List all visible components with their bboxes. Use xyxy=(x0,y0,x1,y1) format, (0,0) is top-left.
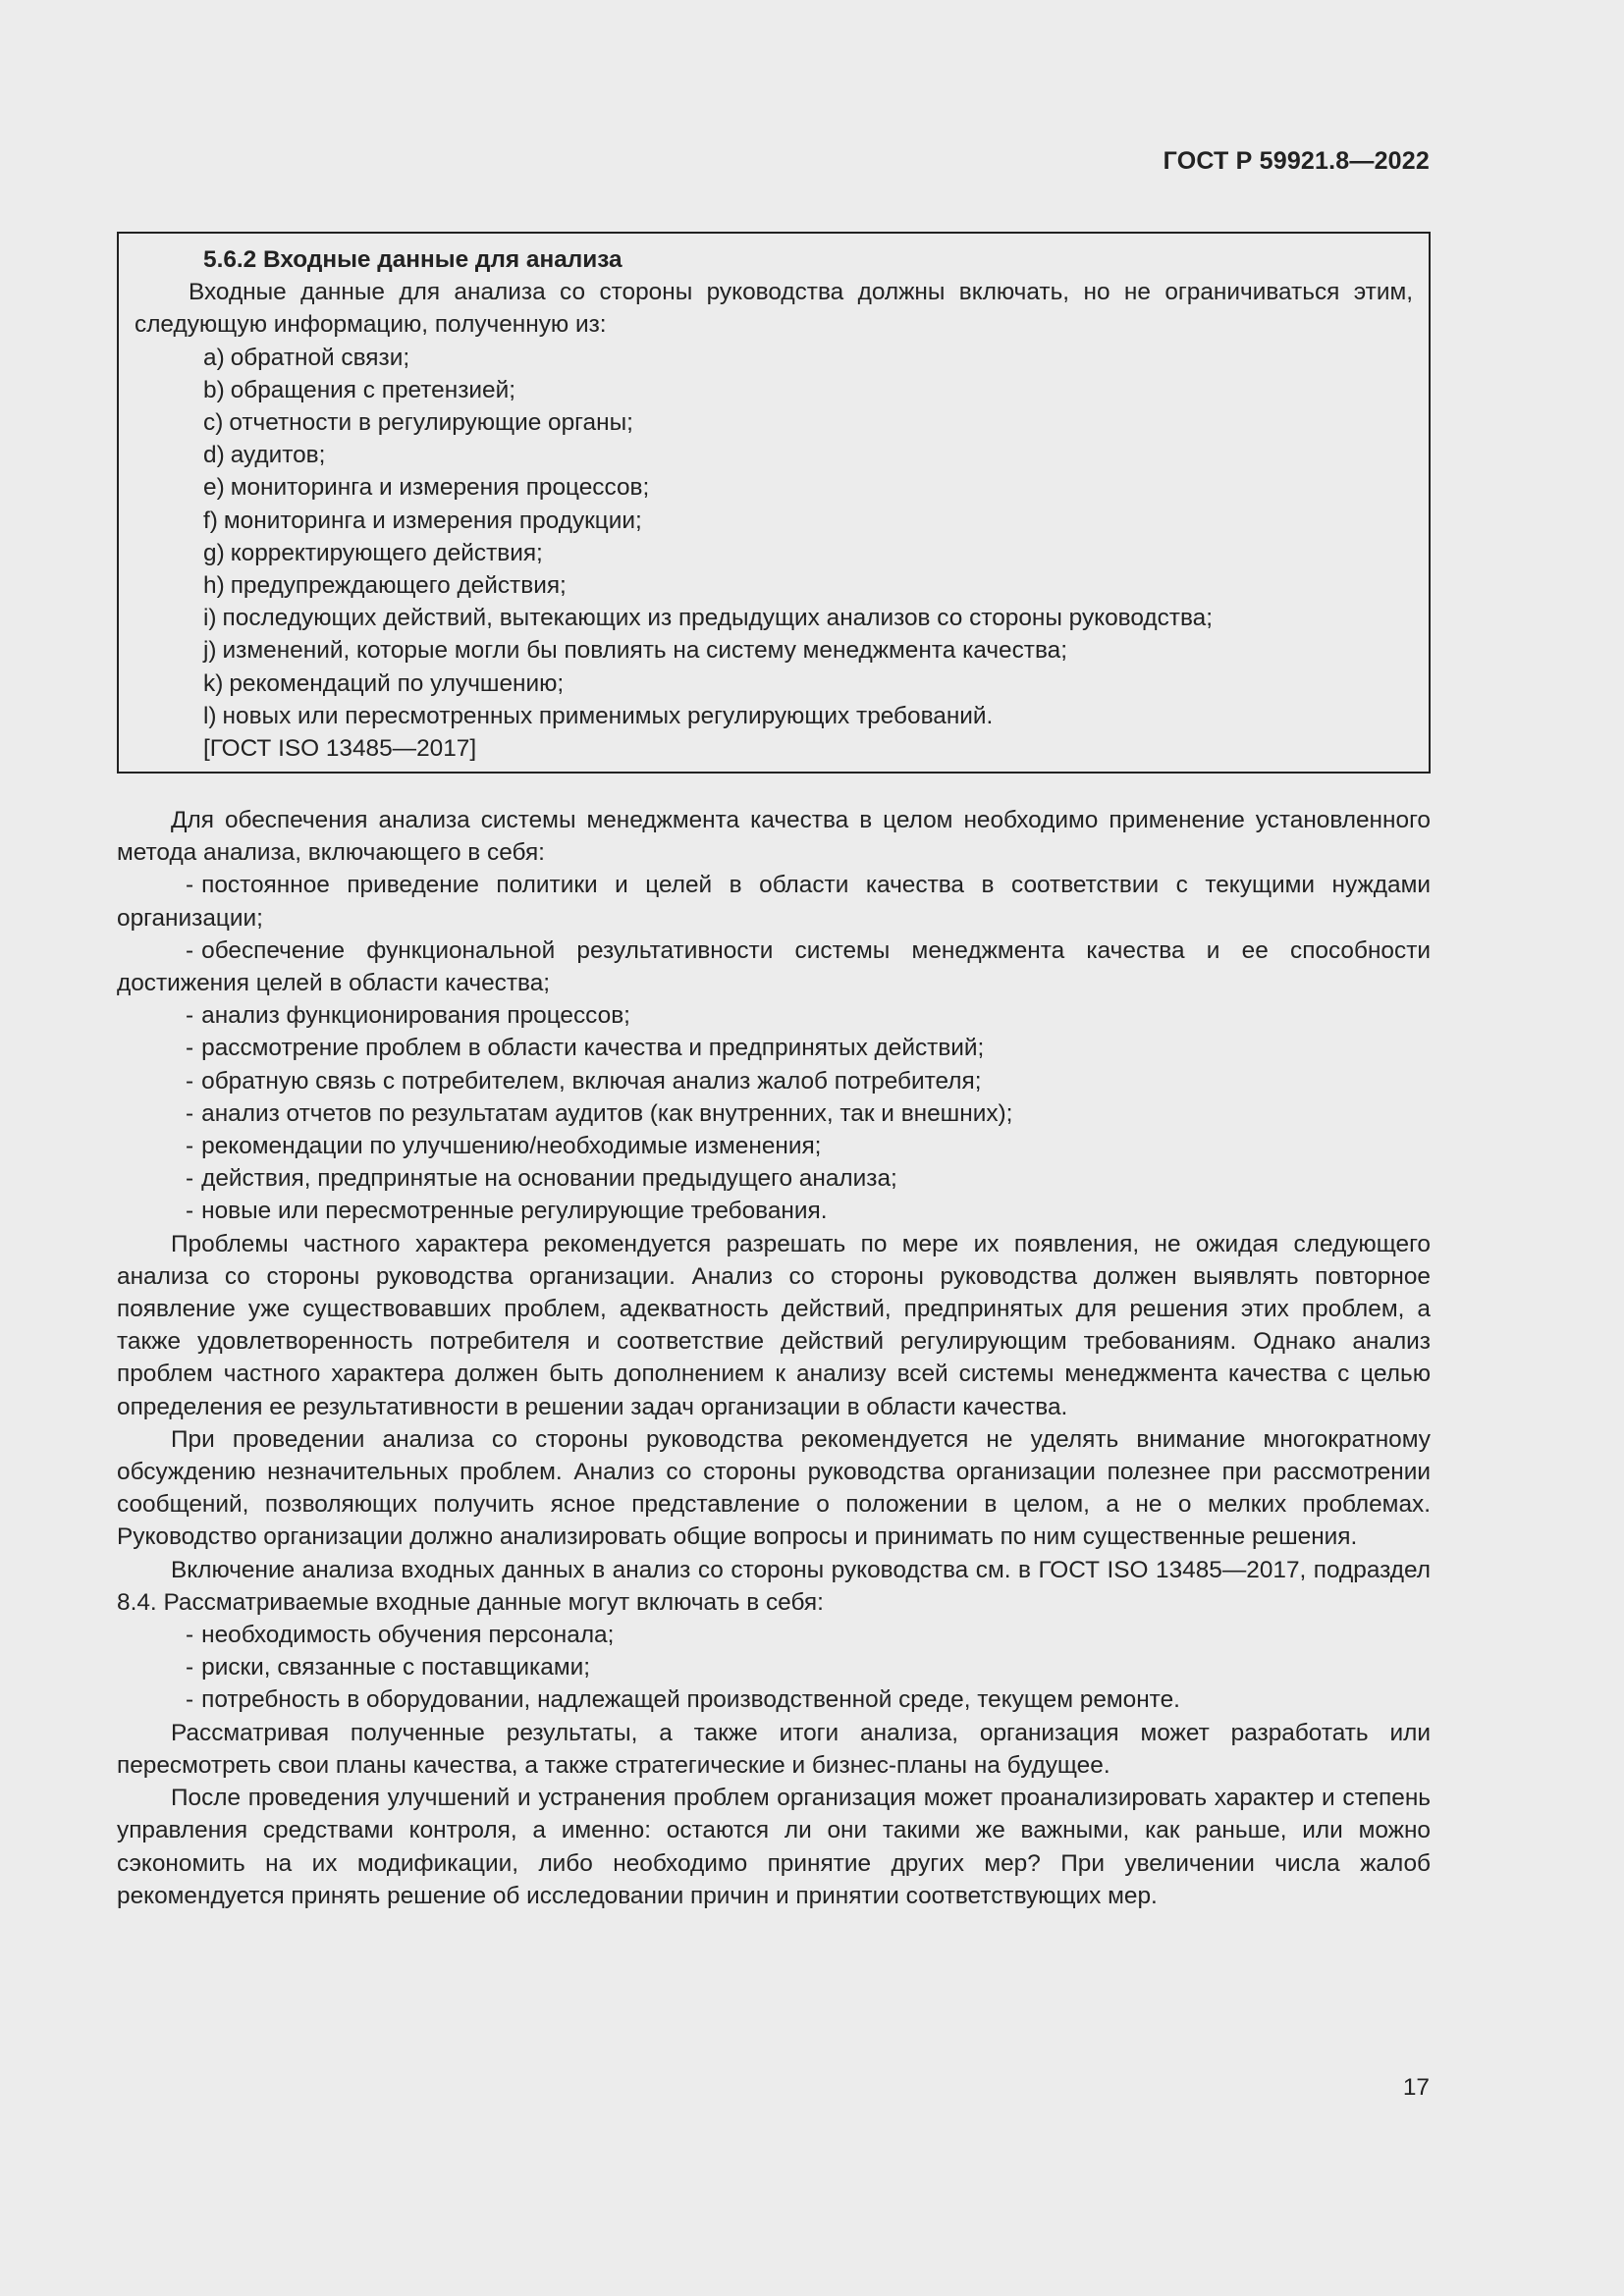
list-item-text: предупреждающего действия; xyxy=(230,572,567,600)
clause-heading: 5.6.2 Входные данные для анализа xyxy=(203,246,623,273)
list-item xyxy=(135,602,1413,634)
list-item-text: рассмотрение проблем в области качества и предпринятых действий; xyxy=(201,1035,985,1062)
dash-marker: - xyxy=(186,1133,194,1160)
list-item-text: действия, предпринятые на основании предыдущего анализа; xyxy=(201,1165,897,1193)
paragraph: После проведения улучшений и устранения проблем организация может проанализировать характер и степень управления средствами контроля, а именно: остаются ли они такими же важными, как раньше, или можно сэкономить на их модификации, либо необходимо принятие других мер? При увеличении числа жалоб рекомендуется принять решение об исследовании причин и принятии соответствующих мер. xyxy=(117,1785,1431,1909)
dash-marker: - xyxy=(186,872,194,899)
list-item xyxy=(117,1651,1431,1683)
list-item xyxy=(117,1619,1431,1651)
clause-intro: Входные данные для анализа со стороны руководства должны включать, но не ограничиваться этим, следующую информацию, полученную из: xyxy=(135,279,1413,339)
list-item xyxy=(135,439,1413,471)
dash-marker: - xyxy=(186,1622,194,1649)
list-item xyxy=(135,471,1413,504)
list-marker: f) xyxy=(203,507,218,534)
list-item-text: анализ функционирования процессов; xyxy=(201,1002,630,1030)
analysis-method-list xyxy=(117,869,1431,1227)
list-item xyxy=(135,374,1413,406)
list-marker: i) xyxy=(203,605,217,632)
list-item xyxy=(117,1683,1431,1716)
list-item-text: новые или пересмотренные регулирующие требования. xyxy=(201,1198,828,1225)
list-item-text: обратную связь с потребителем, включая анализ жалоб потребителя; xyxy=(201,1067,982,1095)
quoted-clause-box xyxy=(117,232,1431,774)
list-item xyxy=(135,406,1413,439)
dash-marker: - xyxy=(186,1198,194,1225)
list-marker: d) xyxy=(203,442,225,469)
list-item-text: последующих действий, вытекающих из предыдущих анализов со стороны руководства; xyxy=(222,605,1213,632)
list-item-text: изменений, которые могли бы повлиять на систему менеджмента качества; xyxy=(222,637,1067,665)
list-item-text: аудитов; xyxy=(230,442,326,469)
paragraph: Включение анализа входных данных в анализ со стороны руководства см. в ГОСТ ISO 13485—2017, подраздел 8.4. Рассматриваемые входные данные могут включать в себя: xyxy=(117,1556,1431,1616)
list-item-text: необходимость обучения персонала; xyxy=(201,1622,615,1649)
list-marker: l) xyxy=(203,702,217,729)
list-item-text: мониторинга и измерения процессов; xyxy=(230,474,650,502)
list-marker: g) xyxy=(203,539,225,566)
dash-marker: - xyxy=(186,1686,194,1714)
page-number: 17 xyxy=(1402,2074,1430,2101)
list-item xyxy=(117,934,1431,999)
list-item-text: отчетности в регулирующие органы; xyxy=(229,409,633,437)
body-text xyxy=(117,804,1431,1912)
list-item xyxy=(117,1097,1431,1130)
list-item-text: корректирующего действия; xyxy=(230,539,543,566)
list-item xyxy=(135,537,1413,569)
paragraph: Рассматривая полученные результаты, а также итоги анализа, организация может разработать или пересмотреть свои планы качества, а также стратегические и бизнес-планы на будущее. xyxy=(117,1719,1431,1779)
dash-marker: - xyxy=(186,1067,194,1095)
dash-marker: - xyxy=(186,1099,194,1127)
list-marker: e) xyxy=(203,474,225,502)
dash-marker: - xyxy=(186,1654,194,1682)
dash-marker: - xyxy=(186,1035,194,1062)
list-item xyxy=(135,667,1413,700)
paragraph: При проведении анализа со стороны руководства рекомендуется не уделять внимание многократному обсуждению незначительных проблем. Анализ со стороны руководства организации полезнее при рассмотрении сообщений, позволяющих получить ясное представление о положении в целом, а не о мелких проблемах. Руководство организации должно анализировать общие вопросы и принимать по ним существенные решения. xyxy=(117,1425,1431,1551)
list-marker: j) xyxy=(203,637,217,665)
list-item-text: риски, связанные с поставщиками; xyxy=(201,1654,590,1682)
list-item xyxy=(135,569,1413,602)
list-item-text: рекомендаций по улучшению; xyxy=(229,669,565,697)
list-item xyxy=(117,1195,1431,1227)
list-item xyxy=(117,1065,1431,1097)
clause-list xyxy=(135,342,1413,732)
list-marker: c) xyxy=(203,409,224,437)
list-item-text: анализ отчетов по результатам аудитов (как внутренних, так и внешних); xyxy=(201,1099,1013,1127)
paragraph: Для обеспечения анализа системы менеджмента качества в целом необходимо применение установленного метода анализа, включающего в себя: xyxy=(117,807,1431,867)
list-marker: b) xyxy=(203,376,225,403)
list-item xyxy=(135,634,1413,667)
list-item-text: новых или пересмотренных применимых регулирующих требований. xyxy=(222,702,994,729)
list-marker: k) xyxy=(203,669,224,697)
dash-marker: - xyxy=(186,1165,194,1193)
list-item xyxy=(117,869,1431,934)
list-item-text: обеспечение функциональной результативности системы менеджмента качества и ее способности достижения целей в области качества; xyxy=(117,936,1431,997)
list-item-text: обращения с претензией; xyxy=(230,376,515,403)
dash-marker: - xyxy=(186,936,194,964)
list-item xyxy=(135,700,1413,732)
list-item xyxy=(135,505,1413,537)
paragraph: Проблемы частного характера рекомендуется разрешать по мере их появления, не ожидая следующего анализа со стороны руководства организации. Анализ со стороны руководства должен выявлять повторное появление уже существовавших проблем, адекватность действий, предпринятых для решения этих проблем, а также удовлетворенность потребителя и соответствие действий регулирующим требованиям. Однако анализ проблем частного характера должен быть дополнением к анализу всей системы менеджмента качества с целью определения ее результативности в решении задач организации в области качества. xyxy=(117,1230,1431,1420)
list-item xyxy=(117,1130,1431,1162)
document-id-header: ГОСТ Р 59921.8—2022 xyxy=(1163,147,1430,175)
list-item-text: обратной связи; xyxy=(230,344,410,371)
list-item xyxy=(135,342,1413,374)
list-item xyxy=(117,1162,1431,1195)
input-data-list xyxy=(117,1619,1431,1717)
list-item-text: мониторинга и измерения продукции; xyxy=(223,507,642,534)
list-marker: a) xyxy=(203,344,225,371)
list-marker: h) xyxy=(203,572,225,600)
dash-marker: - xyxy=(186,1002,194,1030)
list-item xyxy=(117,1032,1431,1064)
list-item-text: рекомендации по улучшению/необходимые изменения; xyxy=(201,1133,822,1160)
list-item xyxy=(117,999,1431,1032)
list-item-text: постоянное приведение политики и целей в области качества в соответствии с текущими нуждами организации; xyxy=(117,872,1431,932)
list-item-text: потребность в оборудовании, надлежащей производственной среде, текущем ремонте. xyxy=(201,1686,1180,1714)
clause-source-reference: [ГОСТ ISO 13485—2017] xyxy=(203,735,477,763)
